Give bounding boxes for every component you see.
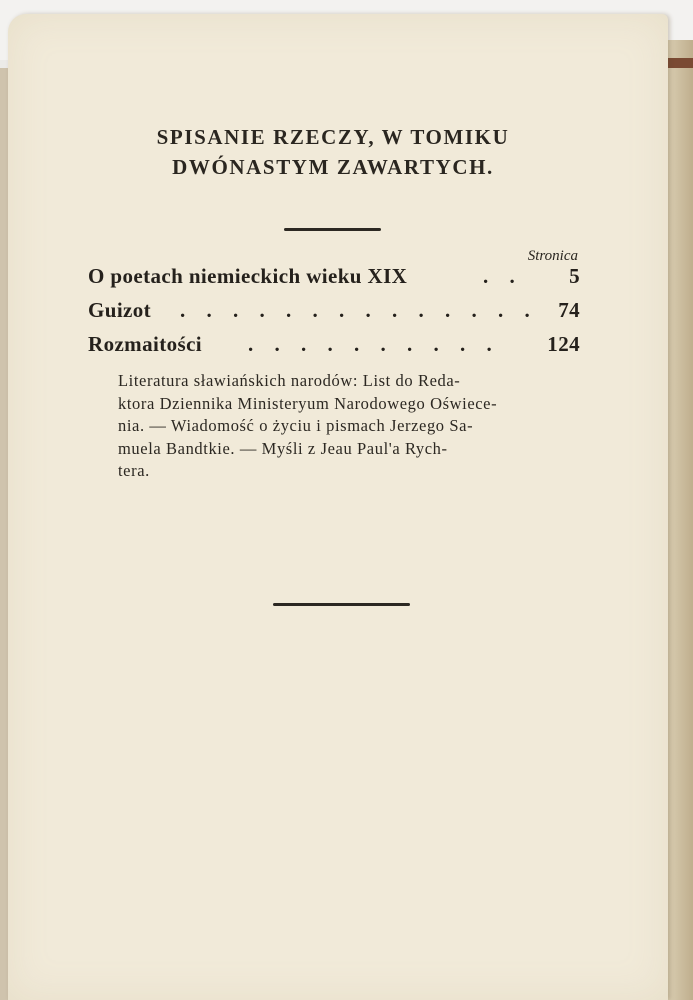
book-cover-corner bbox=[664, 58, 693, 68]
dot-leader: . . . . . . . . . . bbox=[248, 332, 500, 356]
toc-entry-page: 124 bbox=[547, 332, 580, 356]
toc-entry-page: 74 bbox=[558, 298, 580, 322]
toc-entry-title: Guizot bbox=[88, 298, 152, 322]
misc-line: Literatura sławiańskich narodów: List do Reda- bbox=[118, 371, 461, 390]
toc-entry-title: O poetach niemieckich wieku XIX bbox=[88, 264, 408, 288]
page-title bbox=[108, 122, 558, 182]
toc-entry-page: 5 bbox=[569, 264, 580, 288]
book-page bbox=[8, 14, 668, 1000]
toc-entry bbox=[88, 298, 580, 328]
misc-line: nia. — Wiadomość o życiu i pismach Jerzego Sa- bbox=[118, 416, 474, 435]
toc-entry bbox=[88, 332, 580, 362]
toc-entry bbox=[88, 264, 580, 294]
dot-leader: . . bbox=[483, 264, 523, 288]
misc-line: ktora Dziennika Ministeryum Narodowego Oświece- bbox=[118, 393, 498, 413]
page-column-header: Stronica bbox=[527, 248, 578, 264]
ornamental-rule-bottom bbox=[273, 603, 410, 606]
toc-entry-title: Rozmaitości bbox=[88, 332, 203, 356]
dot-leader: . . . . . . . . . . . . . . bbox=[180, 298, 538, 322]
ornamental-rule-top bbox=[284, 228, 381, 231]
misc-line: muela Bandtkie. — Myśli z Jeau Paul'a Rych- bbox=[118, 438, 448, 458]
misc-contents-paragraph bbox=[118, 370, 588, 483]
misc-line: tera. bbox=[118, 461, 150, 480]
title-line-1: SPISANIE RZECZY, W TOMIKU bbox=[156, 125, 510, 149]
title-line-2: DWÓNASTYM ZAWARTYCH. bbox=[172, 155, 494, 179]
